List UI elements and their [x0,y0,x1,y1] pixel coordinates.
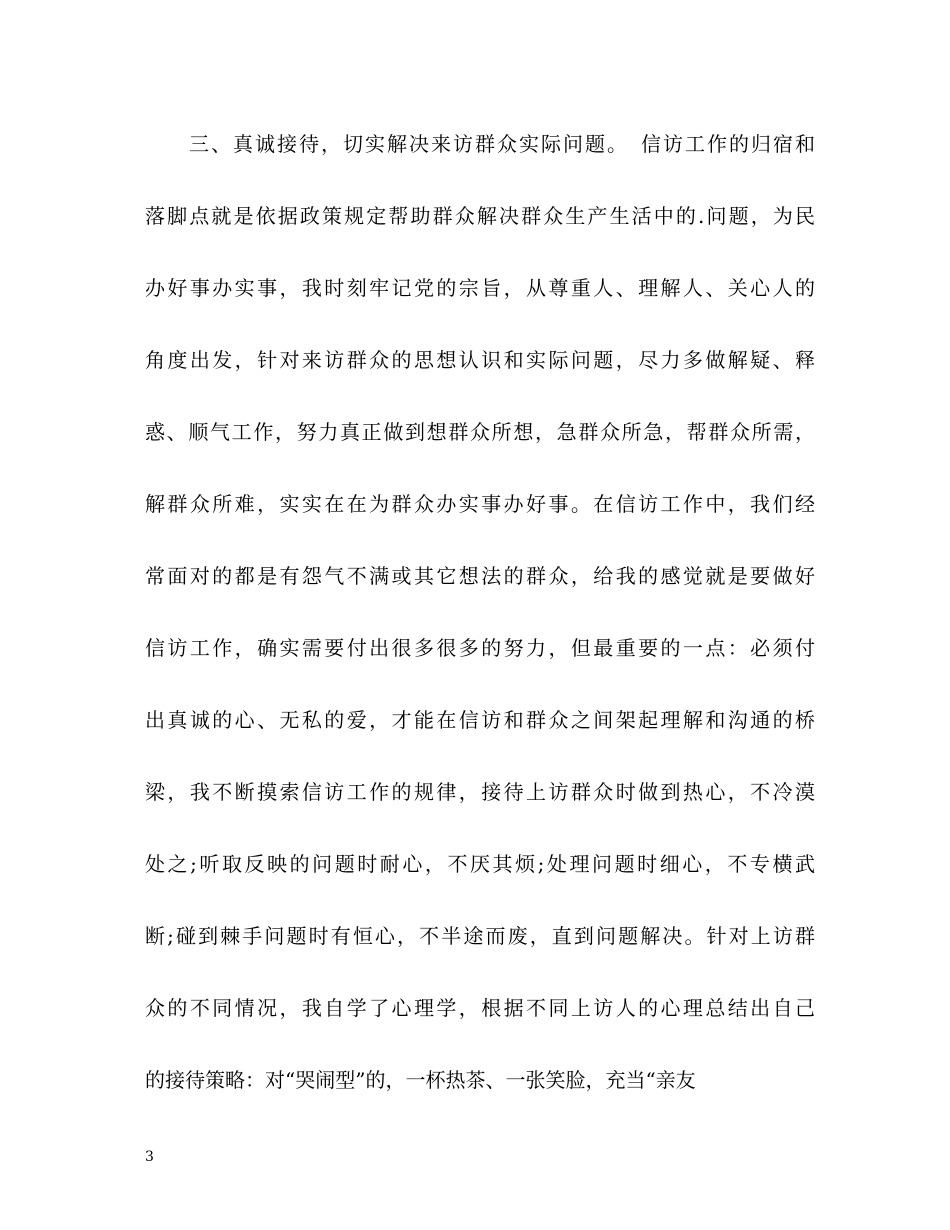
text-line: 断;碰到棘手问题时有恒心，不半途而废，直到问题解决。针对上访群 [145,924,815,948]
text-line: 三、真诚接待，切实解决来访群众实际问题。 信访工作的归宿和 [189,132,815,156]
text-line: 常面对的都是有怨气不满或其它想法的群众，给我的感觉就是要做好 [145,564,815,588]
text-line: 信访工作，确实需要付出很多很多的努力，但最重要的一点：必须付 [145,636,815,660]
text-line: 惑、顺气工作，努力真正做到想群众所想，急群众所急，帮群众所需， [145,420,815,444]
text-line: 解群众所难，实实在在为群众办实事办好事。在信访工作中，我们经 [145,492,815,516]
text-line: 角度出发，针对来访群众的思想认识和实际问题，尽力多做解疑、释 [145,348,815,372]
text-line: 众的不同情况，我自学了心理学，根据不同上访人的心理总结出自己 [145,996,815,1020]
text-line: 的接待策略：对“哭闹型”的，一杯热茶、一张笑脸，充当“亲友 [145,1068,696,1092]
page-number: 3 [145,1149,154,1165]
text-line: 处之;听取反映的问题时耐心，不厌其烦;处理问题时细心，不专横武 [145,852,815,876]
text-line: 梁，我不断摸索信访工作的规律，接待上访群众时做到热心，不冷漠 [145,780,815,804]
text-line: 办好事办实事，我时刻牢记党的宗旨，从尊重人、理解人、关心人的 [145,276,815,300]
text-line: 落脚点就是依据政策规定帮助群众解决群众生产生活中的.问题，为民 [145,204,815,228]
body-paragraph [145,122,815,1130]
text-line: 出真诚的心、无私的爱，才能在信访和群众之间架起理解和沟通的桥 [145,708,815,732]
